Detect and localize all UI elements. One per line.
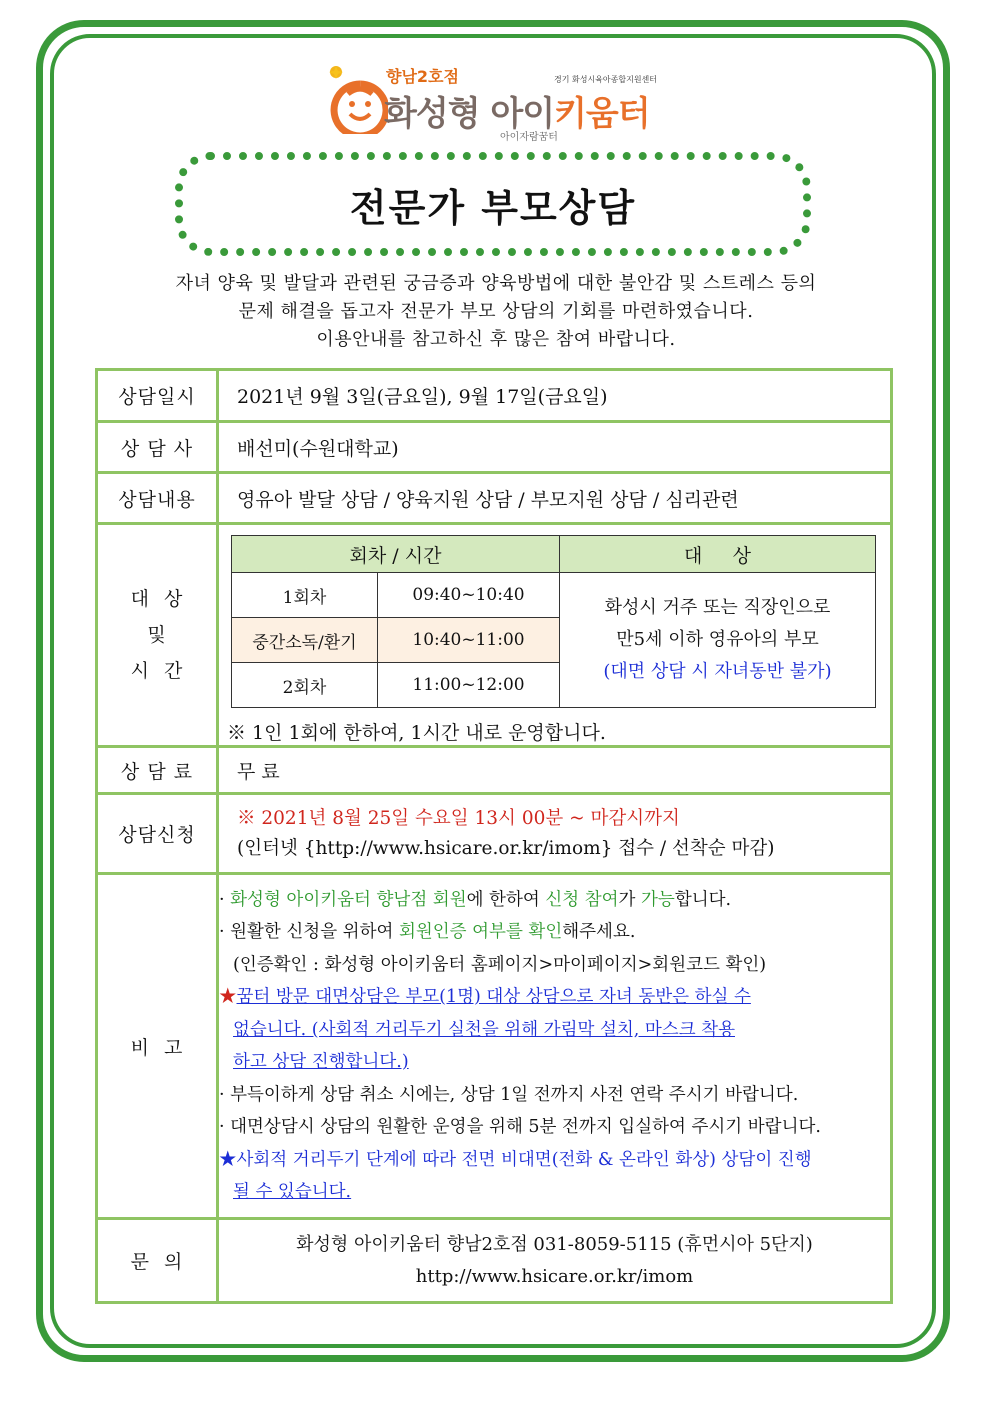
note-arrival: · 대면상담시 상담의 원활한 운영을 위해 5분 전까지 입실하여 주시기 바랍니다. bbox=[219, 1117, 821, 1137]
value-counselor: 배선미(수원대학교) bbox=[218, 422, 892, 473]
label-notes: 비 고 bbox=[97, 874, 218, 1219]
apply-method: (인터넷 {http://www.hsicare.or.kr/imom} 접수 / 선착순 마감) bbox=[237, 837, 775, 859]
apply-deadline: ※ 2021년 8월 25일 수요일 13시 00분 ~ 마감시까지 bbox=[237, 807, 680, 829]
note-text: 에 한하여 bbox=[466, 889, 546, 910]
target-footnote: ※ 1인 1회에 한하여, 1시간 내로 운영합니다. bbox=[227, 722, 606, 744]
label-contact: 문 의 bbox=[97, 1219, 218, 1303]
info-table bbox=[95, 368, 893, 1304]
schedule-table bbox=[231, 535, 876, 708]
session-name: 2회차 bbox=[232, 663, 378, 708]
note-visit bbox=[219, 981, 890, 1014]
session-name: 중간소독/환기 bbox=[232, 618, 378, 663]
session-time: 11:00~12:00 bbox=[378, 663, 560, 708]
row-target bbox=[97, 524, 892, 747]
note-text: 신청 참여 bbox=[545, 889, 619, 910]
contact-address: 화성형 아이키움터 향남2호점 031-8059-5115 (휴먼시아 5단지) bbox=[296, 1233, 813, 1255]
note-text: 합니다. bbox=[674, 889, 732, 910]
row-notes bbox=[97, 874, 892, 1219]
star-icon: ★ bbox=[219, 987, 237, 1007]
session-time: 10:40~11:00 bbox=[378, 618, 560, 663]
note-text: 해주세요. bbox=[562, 922, 636, 942]
session-time: 09:40~10:40 bbox=[378, 573, 560, 618]
target-description bbox=[560, 573, 876, 708]
logo-tagline: 아이자람꿈터 bbox=[500, 132, 558, 143]
label-date: 상담일시 bbox=[97, 370, 218, 422]
note-visit-line: 없습니다. (사회적 거리두기 실천을 위해 가림막 설치, 마스크 착용 bbox=[233, 1019, 735, 1040]
label-target-line: 시 간 bbox=[130, 660, 184, 682]
session-name: 1회차 bbox=[232, 573, 378, 618]
row-fee bbox=[97, 747, 892, 794]
row-date bbox=[97, 370, 892, 422]
note-distancing-line: 될 수 있습니다. bbox=[233, 1182, 352, 1202]
note-membership bbox=[219, 884, 890, 917]
logo-branch: 향남2호점 bbox=[386, 67, 459, 86]
schedule-header-session: 회차 / 시간 bbox=[232, 536, 560, 573]
note-visit-line: 하고 상담 진행합니다.) bbox=[233, 1052, 409, 1072]
intro-line: 문제 해결을 돕고자 전문가 부모 상담의 기회를 마련하였습니다. bbox=[238, 301, 754, 322]
intro-line: 자녀 양육 및 발달과 관련된 궁금증과 양육방법에 대한 불안감 및 스트레스 등의 bbox=[175, 273, 817, 294]
logo-name-part1: 화성형 아이 bbox=[384, 94, 555, 134]
value-notes bbox=[218, 874, 892, 1219]
note-cancel: · 부득이하게 상담 취소 시에는, 상담 1일 전까지 사전 연락 주시기 바랍니다. bbox=[219, 1084, 799, 1105]
note-verify bbox=[219, 916, 890, 949]
logo-name-part2: 키움터 bbox=[554, 94, 650, 134]
title-box bbox=[175, 152, 811, 256]
note-verify-path: (인증확인 : 화성형 아이키움터 홈페이지>마이페이지>회원코드 확인) bbox=[233, 954, 767, 975]
logo-org: 경기 화성시육아종합지원센터 bbox=[554, 75, 658, 84]
label-content: 상담내용 bbox=[97, 473, 218, 524]
target-line: 화성시 거주 또는 직장인으로 bbox=[604, 597, 831, 618]
label-target-line: 대 상 bbox=[130, 588, 184, 610]
label-target bbox=[97, 524, 218, 747]
value-contact bbox=[218, 1219, 892, 1303]
child-face-icon bbox=[328, 62, 388, 134]
intro-text bbox=[100, 270, 892, 354]
note-text: 가 bbox=[618, 889, 641, 910]
note-text: · 원활한 신청을 위하여 bbox=[219, 922, 399, 942]
value-date: 2021년 9월 3일(금요일), 9월 17일(금요일) bbox=[218, 370, 892, 422]
label-apply: 상담신청 bbox=[97, 794, 218, 874]
schedule-header-target: 대 상 bbox=[560, 536, 876, 573]
note-text: · bbox=[219, 889, 231, 910]
note-text: 가능 bbox=[641, 889, 675, 910]
target-note: (대면 상담 시 자녀동반 불가) bbox=[603, 661, 832, 682]
note-text: 회원인증 여부를 확인 bbox=[398, 922, 563, 942]
row-contact bbox=[97, 1219, 892, 1303]
logo bbox=[328, 60, 668, 143]
row-counselor bbox=[97, 422, 892, 473]
value-apply bbox=[218, 794, 892, 874]
intro-line: 이용안내를 참고하신 후 많은 참여 바랍니다. bbox=[316, 329, 676, 350]
label-target-line: 및 bbox=[147, 624, 167, 646]
page-title: 전문가 부모상담 bbox=[349, 185, 637, 230]
row-content bbox=[97, 473, 892, 524]
value-content: 영유아 발달 상담 / 양육지원 상담 / 부모지원 상담 / 심리관련 bbox=[218, 473, 892, 524]
label-fee: 상 담 료 bbox=[97, 747, 218, 794]
contact-url: http://www.hsicare.or.kr/imom bbox=[415, 1265, 694, 1287]
note-distancing: ★사회적 거리두기 단계에 따라 전면 비대면(전화 & 온라인 화상) 상담이 진행 bbox=[219, 1149, 812, 1170]
value-target bbox=[218, 524, 892, 747]
label-counselor: 상 담 사 bbox=[97, 422, 218, 473]
row-apply bbox=[97, 794, 892, 874]
note-text: 꿈터 방문 대면상담은 부모(1명) 대상 상담으로 자녀 동반은 하실 수 bbox=[236, 987, 751, 1007]
note-text: 화성형 아이키움터 향남점 회원 bbox=[230, 889, 467, 910]
target-line: 만5세 이하 영유아의 부모 bbox=[616, 629, 819, 650]
value-fee: 무 료 bbox=[218, 747, 892, 794]
